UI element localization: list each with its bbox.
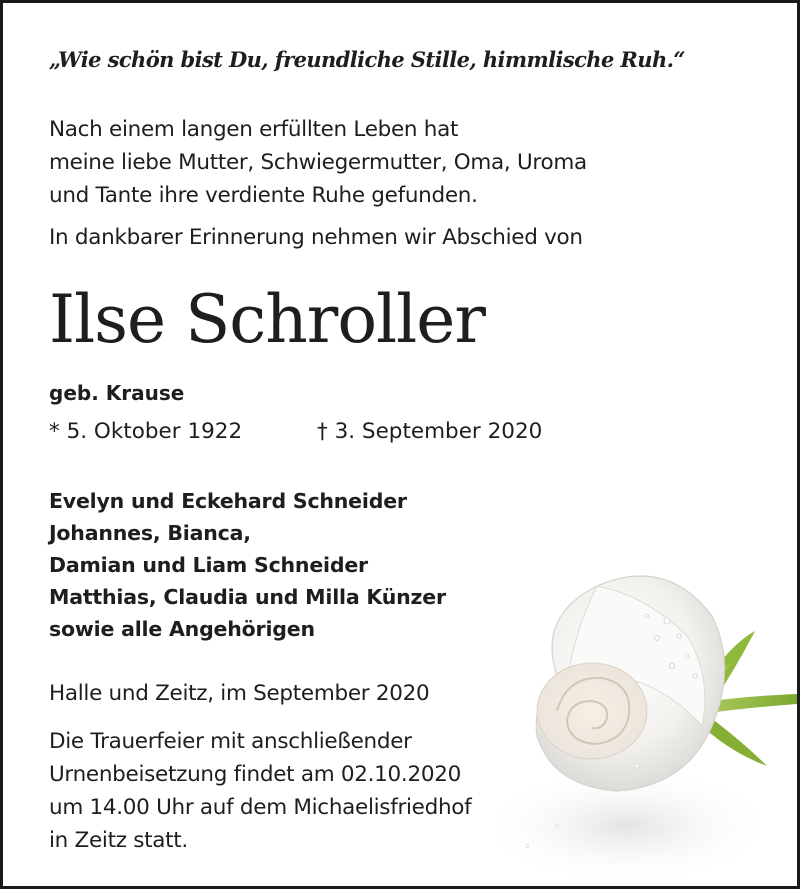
mourner-line: Matthias, Claudia und Milla Künzer: [49, 585, 446, 609]
mourner-line: sowie alle Angehörigen: [49, 617, 315, 641]
birth-name: geb. Krause: [49, 381, 185, 405]
ceremony-line: Die Trauerfeier mit anschließender: [49, 729, 412, 754]
birth-date: * 5. Oktober 1922: [49, 419, 243, 444]
death-date: † 3. September 2020: [317, 419, 543, 444]
farewell-text: In dankbarer Erinnerung nehmen wir Abschied von: [49, 225, 583, 250]
ceremony-line: Urnenbeisetzung findet am 02.10.2020: [49, 762, 461, 787]
mourners-list: [49, 485, 446, 645]
white-rose-image: [497, 526, 797, 886]
mourner-line: Damian und Liam Schneider: [49, 553, 368, 577]
place-date: Halle und Zeitz, im September 2020: [49, 681, 430, 706]
intro-line: meine liebe Mutter, Schwiegermutter, Oma, Uroma: [49, 150, 587, 175]
intro-text: [49, 113, 587, 212]
intro-line: Nach einem langen erfüllten Leben hat: [49, 117, 459, 142]
intro-line: und Tante ihre verdiente Ruhe gefunden.: [49, 183, 478, 208]
mourner-line: Evelyn und Eckehard Schneider: [49, 489, 407, 513]
deceased-name: Ilse Schroller: [49, 281, 485, 358]
ceremony-line: um 14.00 Uhr auf dem Michaelisfriedhof: [49, 795, 472, 820]
quote: „Wie schön bist Du, freundliche Stille, himmlische Ruh.“: [49, 47, 685, 72]
ceremony-info: [49, 725, 471, 857]
mourner-line: Johannes, Bianca,: [49, 521, 251, 545]
ceremony-line: in Zeitz statt.: [49, 828, 188, 853]
